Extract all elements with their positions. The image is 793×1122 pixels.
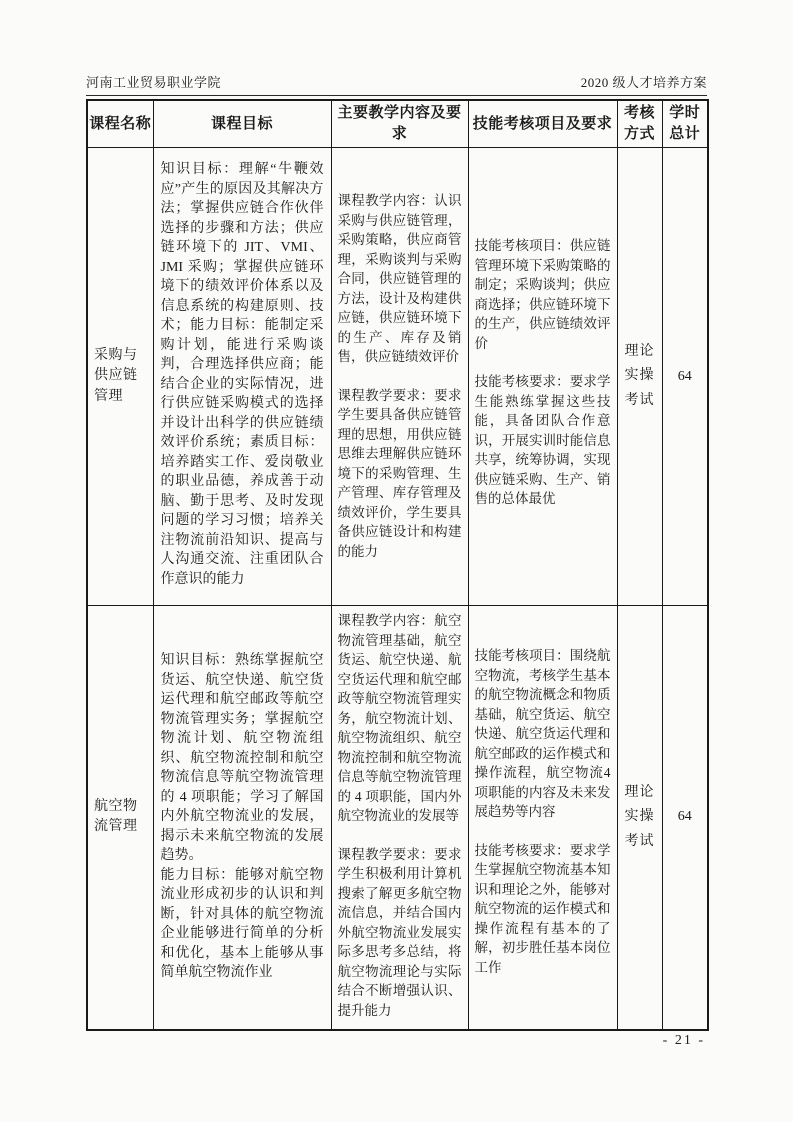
course-objectives-cell bbox=[153, 148, 331, 606]
header-assessment-method: 考核方式 bbox=[617, 100, 662, 148]
teaching-content-paragraph: 课程教学内容：认识采购与供应链管理，采购策略，供应商管理，采购谈判与采购合同，供应链管理的方法，设计及构建供应链，供应链环境下的生产、库存及销售，供应链绩效评价 bbox=[337, 193, 462, 364]
total-hours-cell: 64 bbox=[662, 148, 708, 606]
header-total-hours: 学时总计 bbox=[662, 100, 708, 148]
header-skill-assessment: 技能考核项目及要求 bbox=[468, 100, 617, 148]
plan-title: 2020 级人才培养方案 bbox=[580, 75, 707, 90]
header-teaching-content: 主要教学内容及要求 bbox=[331, 100, 468, 148]
page-number: - 21 - bbox=[662, 1033, 705, 1048]
skill-assessment-cell bbox=[468, 606, 617, 1030]
course-name: 航空物流管理 bbox=[94, 798, 138, 835]
assessment-requirements-paragraph: 技能考核要求：要求学生能熟练掌握这些技能，具备团队合作意识，开展实训时能信息共享，统筹协调，实现供应链采购、生产、销售的总体最优 bbox=[474, 374, 611, 506]
teaching-requirements-paragraph: 课程教学要求：要求学生要具备供应链管理的思想，用供应链思维去理解供应链环境下的采购管理、生产管理、库存管理及绩效评价，学生要具备供应链设计和构建的能力 bbox=[337, 387, 462, 559]
objectives-paragraph: 知识目标：理解“牛鞭效应”产生的原因及其解决方法；掌握供应链合作伙伴选择的步骤和方法；供应链环境下的 JIT、VMI、JMI 采购；掌握供应链环境下的绩效评价体系以及信息系统的构建原则、技术；能力目标：能制定采购计划，能进行采购谈判，合理选择供应商；能结合企业的实际情况，进行供应链采购模式的选择并设计出科学的供应链绩效评价系统；素质目标：培养踏实工作、爱岗敬业的职业品德，养成善于动脑、勤于思考、及时发现问题的学习习惯；培养关注物流前沿知识、提高与人沟通交流、注重团队合作意识的能力 bbox=[160, 162, 324, 587]
assessment-requirements-paragraph: 技能考核要求：要求学生掌握航空物流基本知识和理论之外，能够对航空物流的运作模式和操作流程有基本的了解，初步胜任基本岗位工作 bbox=[474, 842, 611, 975]
skill-assessment-cell bbox=[468, 148, 617, 606]
assessment-items-paragraph: 技能考核项目：供应链管理环境下采购策略的制定；采购谈判；供应商选择；供应链环境下的生产，供应链绩效评价 bbox=[474, 238, 611, 351]
table-row bbox=[87, 606, 708, 1030]
teaching-content-paragraph: 课程教学内容：航空物流管理基础，航空货运、航空快递、航空货运代理和航空邮政等航空物流管理实务，航空物流计划、航空物流组织、航空物流控制和航空物流信息等航空物流管理的 4 项职能，国内外航空物流业的发展等 bbox=[337, 613, 462, 823]
course-name-cell bbox=[87, 606, 153, 1030]
teaching-content-cell bbox=[331, 148, 468, 606]
table-row bbox=[87, 148, 708, 606]
assessment-method-cell: 理论实操考试 bbox=[617, 606, 662, 1030]
course-name: 采购与供应链管理 bbox=[94, 348, 138, 404]
knowledge-objectives-paragraph: 知识目标：熟练掌握航空货运、航空快递、航空货运代理和航空邮政等航空物流管理实务；掌握航空物流计划、航空物流组织、航空物流控制和航空物流信息等航空物流管理的 4 项职能；学习了解国内外航空物流业的发展，揭示未来航空物流的发展趋势。 bbox=[160, 653, 324, 863]
ability-objectives-paragraph: 能力目标：能够对航空物流业形成初步的认识和判断，针对具体的航空物流企业能够进行简单的分析和优化，基本上能够从事简单航空物流作业 bbox=[160, 867, 324, 980]
assessment-method-cell: 理论实操考试 bbox=[617, 148, 662, 606]
header-course-name: 课程名称 bbox=[87, 100, 153, 148]
course-name-cell bbox=[87, 148, 153, 606]
table-header-row bbox=[87, 100, 708, 148]
teaching-content-cell bbox=[331, 606, 468, 1030]
course-objectives-cell bbox=[153, 606, 331, 1030]
page-header bbox=[86, 72, 707, 96]
assessment-items-paragraph: 技能考核项目：围绕航空物流，考核学生基本的航空物流概念和物质基础，航空货运、航空快递、航空货运代理和航空邮政的运作模式和操作流程，航空物流4项职能的内容及未来发展趋势等内容 bbox=[474, 648, 611, 819]
course-table bbox=[86, 99, 709, 1031]
header-course-objectives: 课程目标 bbox=[153, 100, 331, 148]
school-name: 河南工业贸易职业学院 bbox=[86, 75, 222, 90]
teaching-requirements-paragraph: 课程教学要求：要求学生积极利用计算机搜索了解更多航空物流信息，并结合国内外航空物流业发展实际多思考多总结，将航空物流理论与实际结合不断增强认识、提升能力 bbox=[337, 846, 462, 1018]
total-hours-cell: 64 bbox=[662, 606, 708, 1030]
